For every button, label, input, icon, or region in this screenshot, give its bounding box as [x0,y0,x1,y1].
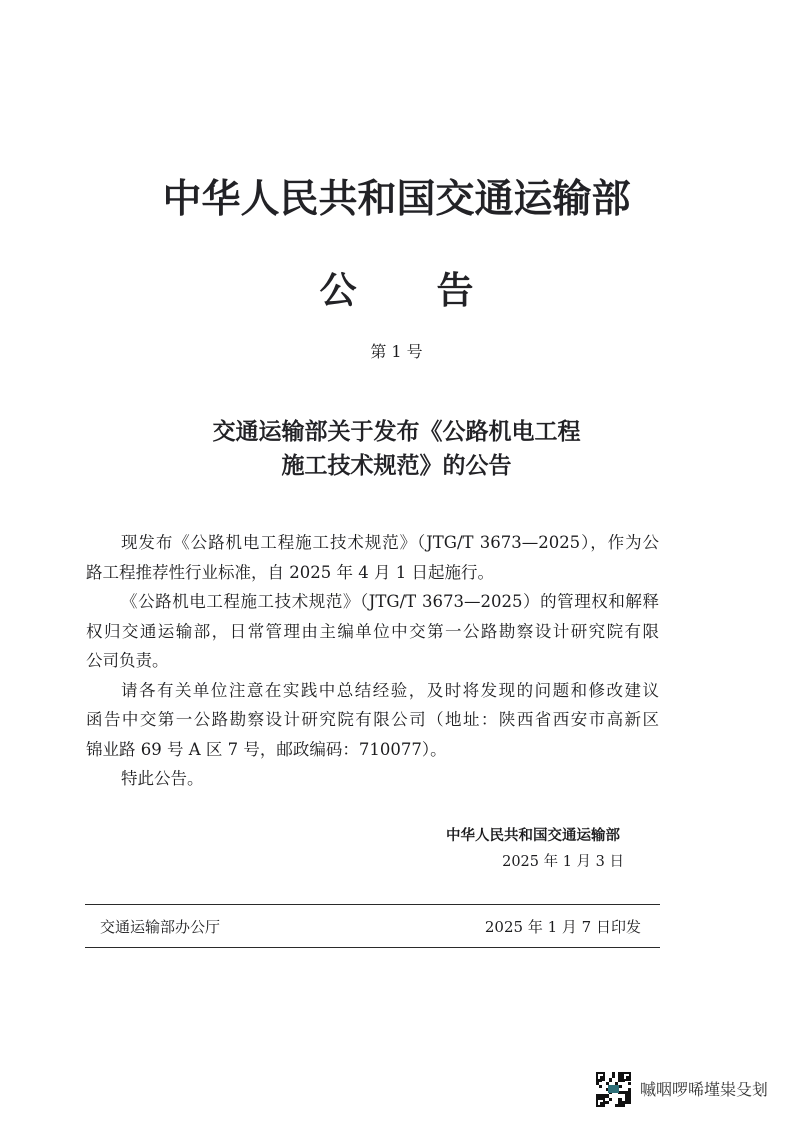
doc-type-char-1: 公 [319,268,357,312]
qr-center-logo-icon [608,1085,619,1093]
signature-organization: 中华人民共和国交通运输部 [446,827,620,844]
qr-finder-icon [596,1098,605,1107]
qr-module [628,1104,631,1107]
signature-block [446,822,656,876]
body-line: 《公路机电工程施工技术规范》（JTG/T 3673—2025）的管理权和解释 [121,592,659,611]
paragraph-2 [86,587,659,676]
document-number: 第 1 号 [370,342,423,361]
document-type-heading [0,265,793,315]
paragraph-4 [86,764,659,794]
body-line: 请各有关单位注意在实践中总结经验，及时将发现的问题和修改建议 [121,680,659,700]
doc-type-char-2: 告 [436,268,474,312]
body-line: 特此公告。 [121,769,204,788]
subject-line: 交通运输部关于发布《公路机电工程 [212,418,581,445]
qr-code-icon[interactable] [596,1072,631,1107]
watermark-text: 嘁咽啰唏墐粜殳刬 [640,1080,769,1099]
paragraph-3 [86,676,659,765]
paragraph-1 [86,528,659,587]
footer-print-date: 2025 年 1 月 7 日印发 [484,918,641,936]
body-line: 权归交通运输部，日常管理由主编单位中交第一公路勘察设计研究院有限 [86,621,659,641]
body-line: 现发布《公路机电工程施工技术规范》（JTG/T 3673—2025），作为公 [121,533,659,552]
body-line: 函告中交第一公路勘察设计研究院有限公司（地址：陕西省西安市高新区 [86,710,659,729]
qr-finder-icon [622,1072,631,1081]
footer-bottom-rule [85,947,660,948]
qr-finder-icon [596,1072,605,1081]
body-line: 公司负责。 [86,651,169,670]
footer-top-rule [85,904,660,905]
announcement-subject [0,415,793,483]
body-line: 路工程推荐性行业标准，自 2025 年 4 月 1 日起施行。 [86,562,494,582]
issuing-organization-title: 中华人民共和国交通运输部 [162,176,631,222]
footer-issuer: 交通运输部办公厅 [100,918,221,936]
subject-line: 施工技术规范》的公告 [281,452,512,479]
announcement-body [86,528,659,794]
body-line: 锦业路 69 号 A 区 7 号，邮政编码：710077）。 [86,739,447,759]
signature-date: 2025 年 1 月 3 日 [502,854,624,870]
